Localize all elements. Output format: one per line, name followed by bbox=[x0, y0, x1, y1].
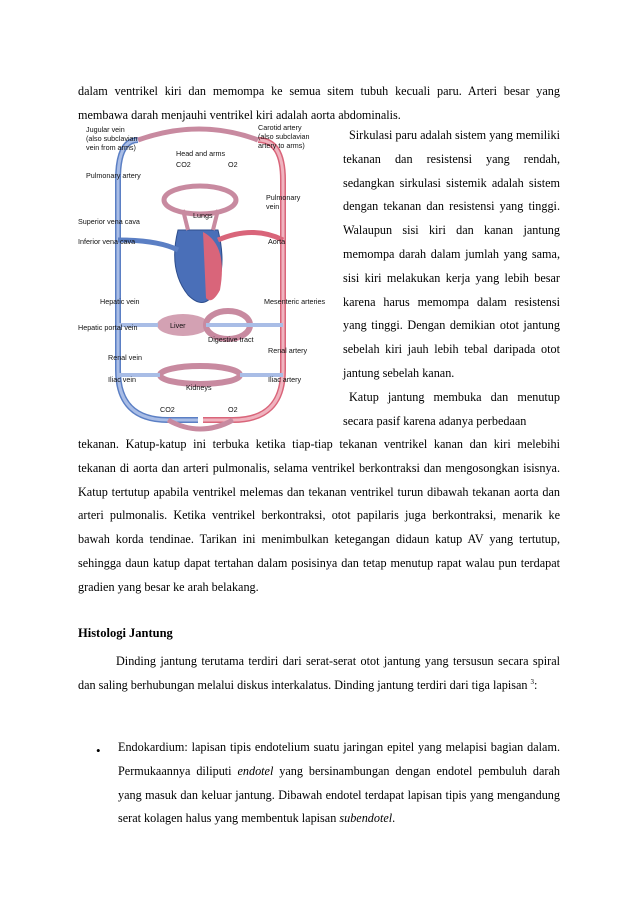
label-superior-vc: Superior vena cava bbox=[78, 217, 140, 226]
label-o2-bottom: O2 bbox=[228, 405, 238, 414]
label-jugular: Jugular vein bbox=[86, 125, 125, 134]
histologi-colon: : bbox=[534, 677, 538, 692]
label-lungs: Lungs bbox=[193, 211, 213, 220]
label-o2-top: O2 bbox=[228, 160, 238, 169]
section-heading: Histologi Jantung bbox=[78, 626, 173, 640]
bullet-marker: • bbox=[96, 743, 101, 758]
label-renal-artery: Renal artery bbox=[268, 346, 308, 355]
label-carotid-sub2: artery to arms) bbox=[258, 141, 305, 150]
label-iliac-artery: Iliac artery bbox=[268, 375, 302, 384]
paragraph-top: dalam ventrikel kiri dan memompa ke semua sitem tubuh kecuali paru. Arteri besar yang membawa darah menjauhi ventrikel kiri adalah aorta abdominalis. bbox=[78, 84, 560, 122]
label-hepatic-portal: Hepatic portal vein bbox=[78, 323, 138, 332]
label-head-arms: Head and arms bbox=[176, 149, 226, 158]
label-hepatic-vein: Hepatic vein bbox=[100, 297, 140, 306]
paragraph-right-2: Katup jantung membuka dan menutup secara pasif karena adanya perbedaan bbox=[343, 390, 560, 428]
term-endotel: endotel bbox=[237, 763, 274, 778]
paragraph-right-1: Sirkulasi paru adalah sistem yang memiliki tekanan dan resistensi yang rendah, sedangkan sirkulasi sistemik adalah sistem dengan tekanan dan resistensi yang tinggi. Walaupun sisi kiri dan kanan jantung memompa darah dalam jumlah yang sama, sisi kiri melakukan kerja yang lebih besar karena harus memompa dalam resistensi yang tinggi. Dengan demikian otot jantung sebelah kiri jauh lebih tebal daripada otot jantung sebelah kanan. bbox=[343, 128, 560, 380]
label-pulmonary-vein: Pulmonary bbox=[266, 193, 301, 202]
histologi-text: Dinding jantung terutama terdiri dari serat-serat otot jantung yang tersusun secara spiral dan saling berhubungan melalui diskus interkalatus. Dinding jantung terdiri dari tiga lapisan bbox=[78, 654, 560, 692]
bullet-item-endokardium bbox=[118, 736, 560, 831]
circulation-diagram bbox=[78, 120, 340, 440]
label-carotid-sub1: (also subclavian bbox=[258, 132, 310, 141]
bullet-text-c: . bbox=[392, 811, 396, 826]
label-inferior-vc: Inferior vena cava bbox=[78, 237, 136, 246]
label-kidneys: Kidneys bbox=[186, 383, 212, 392]
label-digestive: Digestive tract bbox=[208, 335, 254, 344]
kidneys-shape bbox=[160, 366, 240, 384]
label-heart: Heart bbox=[226, 251, 244, 260]
bullet-text-b: yang bersinambungan dengan endotel pembuluh darah yang masuk dan keluar jantung. Dibawah endotel terdapat lapisan tipis yang mengandung serat kolagen halus yang membentuk lapisan bbox=[118, 763, 560, 826]
lungs-shape bbox=[164, 186, 236, 214]
bullet-text-a: Endokardium: lapisan tipis endotelium suatu jaringan epitel yang melapisi bagian dalam. Permukaannya diliputi bbox=[118, 740, 560, 778]
head-capillary bbox=[138, 129, 258, 140]
paragraph-histologi bbox=[78, 650, 560, 698]
label-jugular-sub2: vein from arms) bbox=[86, 143, 136, 152]
label-carotid: Carotid artery bbox=[258, 123, 302, 132]
label-co2-top: CO2 bbox=[176, 160, 191, 169]
term-subendotel: subendotel bbox=[339, 811, 393, 826]
footnote-ref: 3 bbox=[530, 677, 535, 686]
label-renal-vein: Renal vein bbox=[108, 353, 142, 362]
label-liver: Liver bbox=[170, 321, 186, 330]
paragraph-full: tekanan. Katup-katup ini terbuka ketika tiap-tiap tekanan ventrikel kanan dan kiri melebihi tekanan di aorta dan arteri pulmonalis, selama ventrikel berkontraksi dan mengosongkan isisnya. Katup tertutup apabila ventrikel melemas dan tekanan ventrikel turun dibawah tekanan aorta dan arteri pulmonalis. Ketika ventrikel berkontraksi, otot papilaris juga berkontraksi, menarik ke bawah korda tendinae. Tarikan ini menimbulkan ketegangan didaun katup AV yang tertutup, sehingga daun katup dapat tertahan dalam posisinya dan tetap menutup rapat walau pun terdapat gradien yang besar ke arah belakang. bbox=[78, 437, 560, 594]
label-pulmonary-artery: Pulmonary artery bbox=[86, 171, 141, 180]
label-aorta: Aorta bbox=[268, 237, 286, 246]
label-mesenteric: Mesenteric arteries bbox=[264, 297, 326, 306]
label-pulmonary-vein2: vein bbox=[266, 202, 280, 211]
label-co2-bottom: CO2 bbox=[160, 405, 175, 414]
label-jugular-sub1: (also subclavian bbox=[86, 134, 138, 143]
label-iliac-vein: Iliac vein bbox=[108, 375, 136, 384]
